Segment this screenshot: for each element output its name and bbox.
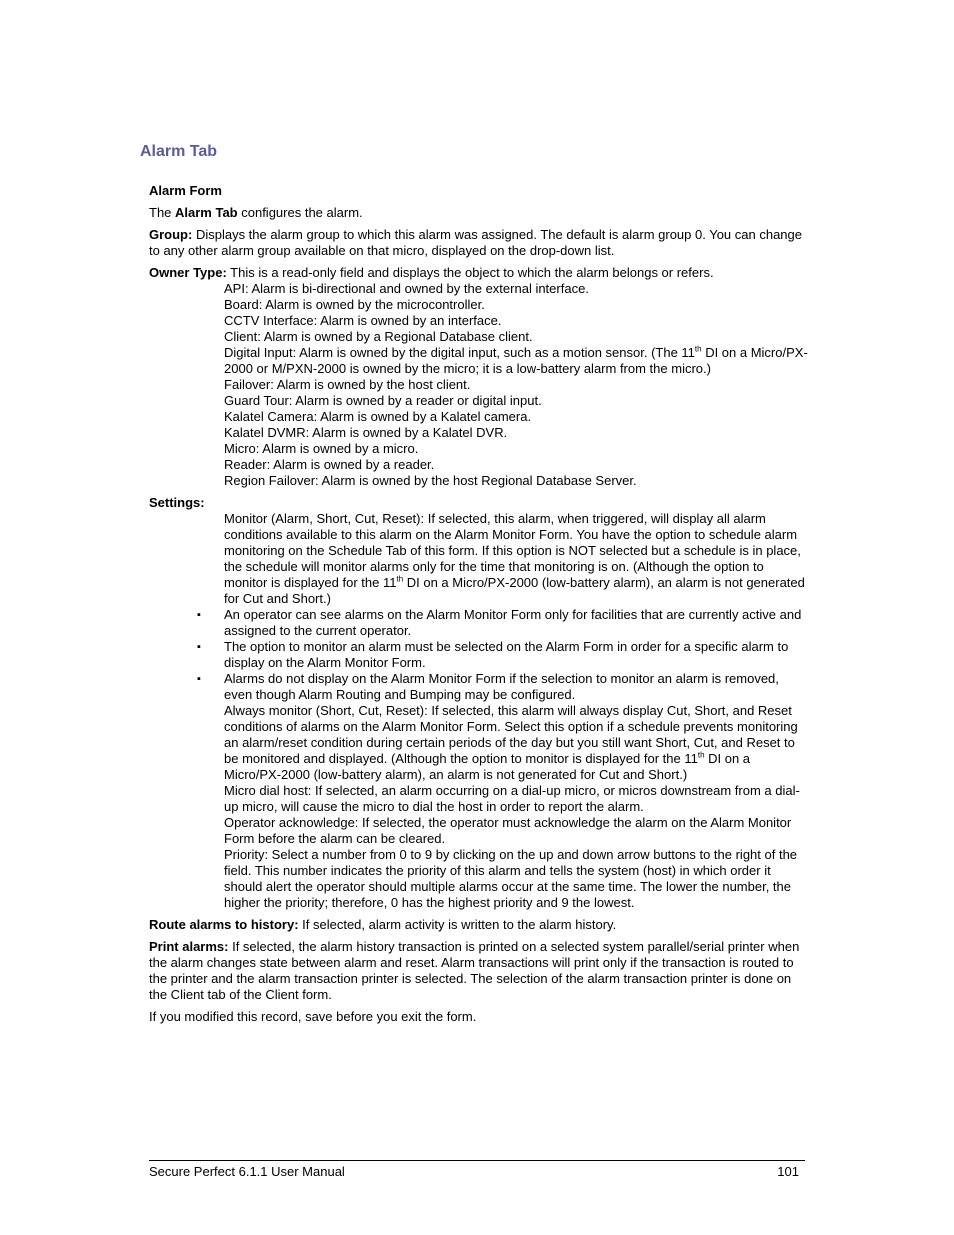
setting-operator-acknowledge: Operator acknowledge: If selected, the operator must acknowledge the alarm on the Alarm Monitor Form before the alarm can be cleared.: [224, 815, 792, 846]
intro-post: configures the alarm.: [237, 205, 363, 220]
route-alarms-paragraph: [149, 917, 809, 933]
list-item: Failover: Alarm is owned by the host client.: [224, 377, 471, 392]
owner-type-paragraph: [149, 265, 809, 281]
closing-paragraph: If you modified this record, save before you exit the form.: [149, 1009, 477, 1024]
list-item: Micro: Alarm is owned by a micro.: [224, 441, 419, 456]
list-item: API: Alarm is bi-directional and owned by the external interface.: [224, 281, 589, 296]
settings-list-continued: [224, 703, 809, 911]
list-item: CCTV Interface: Alarm is owned by an interface.: [224, 313, 502, 328]
setting-micro-dial-host: Micro dial host: If selected, an alarm occurring on a dial-up micro, or micros downstream from a dial-up micro, will cause the micro to dial the host in order to report the alarm.: [224, 783, 800, 814]
setting-priority: Priority: Select a number from 0 to 9 by clicking on the up and down arrow buttons to the right of the field. This number indicates the priority of this alarm and tells the system (host) in which order it should alert the operator should multiple alarms occur at the same time. The lower the number, the higher the priority; therefore, 0 has the highest priority and 9 the lowest.: [224, 847, 798, 910]
page-number: 101: [777, 1164, 799, 1179]
owner-type-list: [224, 281, 809, 489]
owner-type-label: Owner Type:: [149, 265, 227, 280]
setting-always-monitor: [224, 703, 809, 783]
print-alarms-label: Print alarms:: [149, 939, 229, 954]
intro-bold: Alarm Tab: [175, 205, 238, 220]
monitor-sup: th: [396, 574, 404, 584]
list-item: Board: Alarm is owned by the microcontroller.: [224, 297, 485, 312]
group-paragraph: [149, 227, 809, 259]
intro-paragraph: [149, 205, 809, 221]
document-body: [149, 183, 809, 1031]
always-monitor-pre: Always monitor (Short, Cut, Reset): If selected, this alarm will always display Cut, Short, and Reset conditions of alarms on the Alarm Monitor Form. Select this option if a schedule prevents monitoring an alarm/reset condition during certain periods of the day but you still want Short, Cut, and Reset to be monitored and displayed. (Although the option to monitor is displayed for the 11: [224, 703, 798, 766]
page-footer: [149, 1160, 805, 1180]
bullet-item: ▪ Alarms do not display on the Alarm Monitor Form if the selection to monitor an alarm is removed, even though Alarm Routing and Bumping may be configured.: [197, 671, 809, 703]
section-title: Alarm Tab: [140, 143, 218, 160]
list-item: Region Failover: Alarm is owned by the host Regional Database Server.: [224, 473, 637, 488]
route-alarms-label: Route alarms to history:: [149, 917, 299, 932]
list-item: Kalatel Camera: Alarm is owned by a Kalatel camera.: [224, 409, 532, 424]
always-monitor-sup: th: [697, 750, 705, 760]
list-item: Client: Alarm is owned by a Regional Database client.: [224, 329, 533, 344]
setting-monitor: [224, 511, 809, 607]
list-item-digital-input: [224, 345, 809, 377]
list-item: Reader: Alarm is owned by a reader.: [224, 457, 435, 472]
manual-title: Secure Perfect 6.1.1 User Manual: [149, 1164, 345, 1179]
settings-list: [224, 511, 809, 607]
always-monitor-post: DI on a Micro/PX-2000 (low-battery alarm), an alarm is not generated for Cut and Short.): [224, 751, 751, 782]
print-alarms-text: If selected, the alarm history transaction is printed on a selected system parallel/serial printer when the alarm changes state between alarm and reset. Alarm transactions will print only if the transaction is routed to the printer and the alarm transaction printer is selected. The selection of the alarm transaction printer is done on the Client tab of the Client form.: [149, 939, 800, 1002]
group-text: Displays the alarm group to which this alarm was assigned. The default is alarm group 0. You can change to any other alarm group available on that micro, displayed on the drop-down list.: [149, 227, 802, 258]
group-label: Group:: [149, 227, 193, 242]
monitor-notes: [197, 607, 809, 703]
settings-label: Settings:: [149, 495, 205, 510]
route-alarms-text: If selected, alarm activity is written to the alarm history.: [298, 917, 617, 932]
list-item: Guard Tour: Alarm is owned by a reader or digital input.: [224, 393, 542, 408]
bullet-item: ▪ An operator can see alarms on the Alarm Monitor Form only for facilities that are currently active and assigned to the current operator.: [197, 607, 809, 639]
digital-input-post: DI on a Micro/PX-2000 or M/PXN-2000 is owned by the micro; it is a low-battery alarm from the micro.): [224, 345, 808, 376]
monitor-pre: Monitor (Alarm, Short, Cut, Reset): If selected, this alarm, when triggered, will display all alarm conditions available to this alarm on the Alarm Monitor Form. You have the option to schedule alarm monitoring on the Schedule Tab of this form. If this option is NOT selected but a schedule is in place, the schedule will monitor alarms only for the time that monitoring is on. (Although the option to monitor is displayed for the 11: [224, 511, 801, 590]
bullet-item: ▪ The option to monitor an alarm must be selected on the Alarm Form in order for a specific alarm to display on the Alarm Monitor Form.: [197, 639, 809, 671]
form-title: Alarm Form: [149, 183, 222, 198]
digital-input-pre: Digital Input: Alarm is owned by the digital input, such as a motion sensor. (The 11: [224, 345, 695, 360]
digital-input-sup: th: [694, 344, 702, 354]
intro-pre: The: [149, 205, 176, 220]
list-item: Kalatel DVMR: Alarm is owned by a Kalatel DVR.: [224, 425, 508, 440]
monitor-post: DI on a Micro/PX-2000 (low-battery alarm), an alarm is not generated for Cut and Short.): [224, 575, 805, 606]
owner-type-text: This is a read-only field and displays the object to which the alarm belongs or refers.: [226, 265, 714, 280]
print-alarms-paragraph: [149, 939, 809, 1003]
